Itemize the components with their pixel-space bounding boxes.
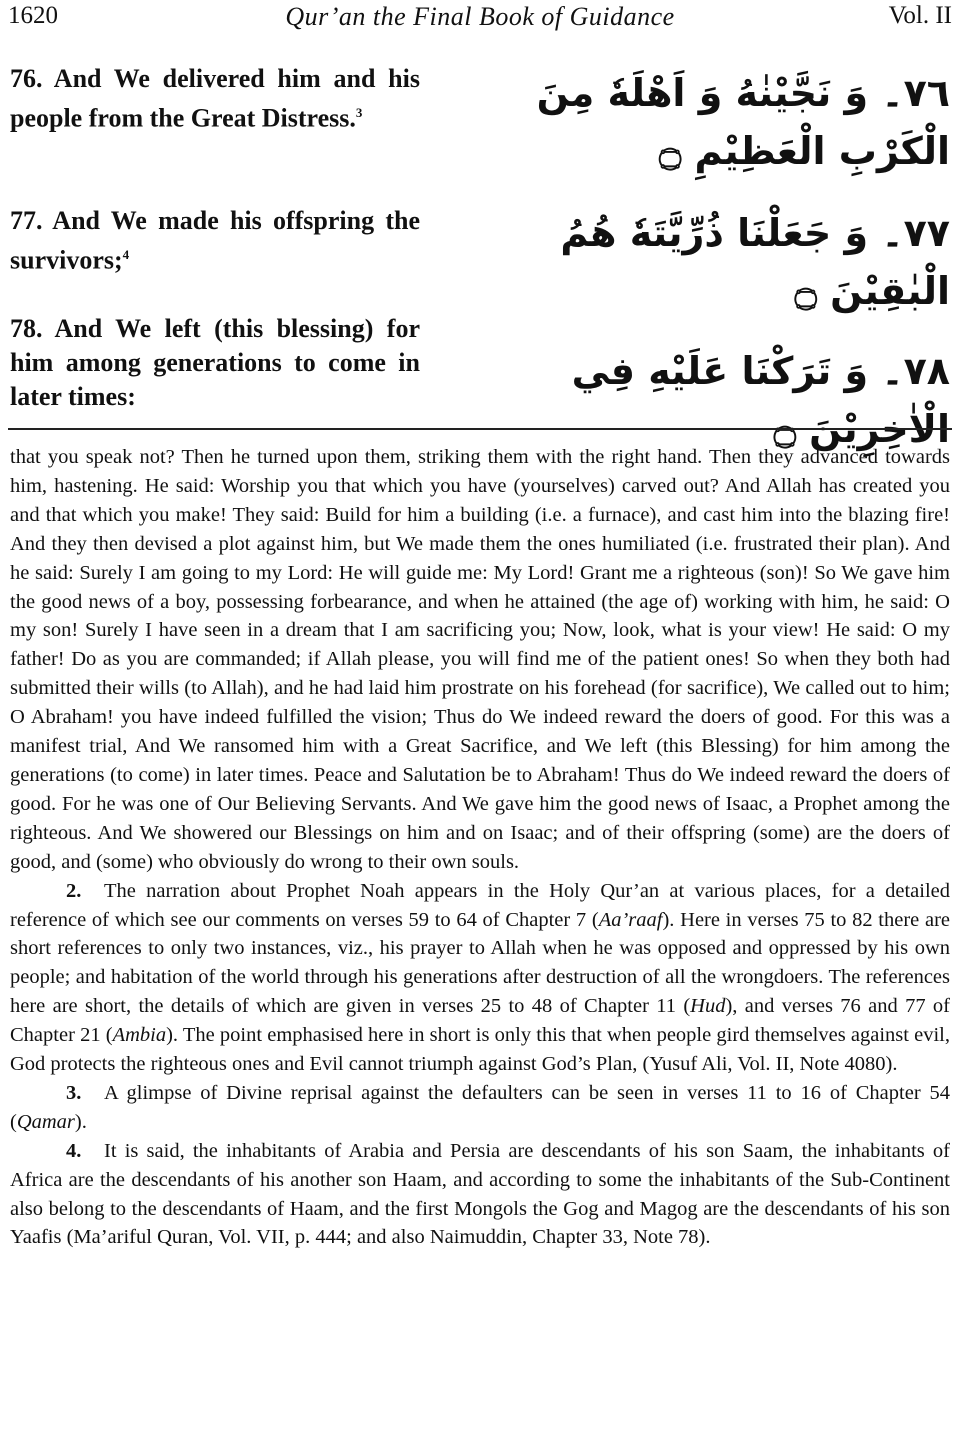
footnote-number: 4. bbox=[66, 1139, 82, 1162]
footnote-number: 2. bbox=[66, 879, 82, 902]
page-number: 1620 bbox=[8, 2, 58, 29]
page-header bbox=[8, 0, 952, 34]
commentary bbox=[10, 443, 950, 1252]
footnote-2: 2. The narration about Prophet Noah appears in the Holy Qur’an at various places, for a detailed reference of which see our comments on verses 59 to 64 of Chapter 7 (Aa’raaf). Here in verses 75 to 82 there are short references to only two instances, viz., his prayer to Allah when he was opposed and oppressed by his own people; and habitation of the world through his generations after destruction of all the wrongdoers. The references here are short, the details of which are given in verses 25 to 48 of Chapter 11 (Hud), and verses 76 and 77 of Chapter 21 (Ambia). The point emphasised here in short is only this that when people gird themselves against evil, God protects the righteous ones and Evil cannot triumph against God’s Plan, (Yusuf Ali, Vol. II, Note 4080). bbox=[10, 877, 950, 1079]
section-divider bbox=[8, 428, 952, 430]
footnote-ref: 3 bbox=[355, 105, 363, 120]
volume-label: Vol. II bbox=[888, 2, 952, 29]
verse-arabic: ٧٦۔ وَ نَجَّيْنٰهُ وَ اَهْلَهٗ مِنَ الْكَرْبِ الْعَظِيْمِ ۝ bbox=[536, 71, 950, 173]
verse-arabic: ٧٧۔ وَ جَعَلْنَا ذُرِّيَّتَهٗ هُمُ الْبٰقِيْنَ ۝ bbox=[560, 211, 950, 313]
footnote-3: 3. A glimpse of Divine reprisal against the defaulters can be seen in verses 11 to 16 of Chapter 54 (Qamar). bbox=[10, 1079, 950, 1137]
verse-arabic: ٧٨۔ وَ تَرَكْنَا عَلَيْهِ فِي الْاٰخِرِيْنَ ۝ bbox=[571, 349, 950, 451]
running-title: Qur’an the Final Book of Guidance bbox=[285, 2, 675, 31]
verse-translation: 77. And We made his offspring the survivors;$^4$ bbox=[10, 206, 420, 275]
footnote-number: 3. bbox=[66, 1081, 82, 1104]
footnote-4: 4. It is said, the inhabitants of Arabia and Persia are descendants of his son Saam, the inhabitants of Africa are the descendants of his another son Haam, and according to some the inhabitants of the Sub-Continent also belong to the descendants of Haam, and the first Mongols the Gog and Magog are the descendants of his son Yaafis (Ma’ariful Quran, Vol. VII, p. 444; and also Naimuddin, Chapter 33, Note 78). bbox=[10, 1137, 950, 1253]
continuation-paragraph: that you speak not? Then he turned upon them, striking them with the right hand. Then they advanced towards him, hastening. He said: Worship you that which you have (yourselves) carved out? And Allah has created you and that which you make! They said: Build for him a building (i.e. a furnace), and cast him into the blazing fire! And they then devised a plot against him, but We made them the ones humiliated (i.e. frustrated their plan). And he said: Surely I am going to my Lord: He will guide me: My Lord! Grant me a righteous (son)! So We gave him the good news of a boy, possessing forbearance, and when he attained (the age of) working with him, he said: O my son! Surely I have seen in a dream that I am sacrificing you; Now, look, what is your view! He said: O my father! Do as you are commanded; if Allah please, you will find me of the patient ones! So when they both had submitted their wills (to Allah), and he had laid him prostrate on his forehead (for sacrifice), We called out to him; O Abraham! you have indeed fulfilled the vision; Thus do We indeed reward the doers of good. For this was a manifest trial, And We ransomed him with a Great Sacrifice, and We left (this Blessing) for him among the generations (to come) in later times. Peace and Salutation be to Abraham! Thus do We indeed reward the doers of good. For he was one of Our Believing Servants. And We gave him the good news of Isaac, a Prophet among the righteous. And We showered our Blessings on him and on Isaac; and of their offspring (some) are the doers of good, and (some) who obviously do wrong to their own souls. bbox=[10, 446, 950, 873]
verse-translation: 78. And We left (this blessing) for him among generations to come in later times: bbox=[10, 314, 420, 411]
footnote-ref: 4 bbox=[122, 247, 130, 262]
verse-translation: 76. And We delivered him and his people from the Great Distress.$^3$ bbox=[10, 64, 420, 133]
